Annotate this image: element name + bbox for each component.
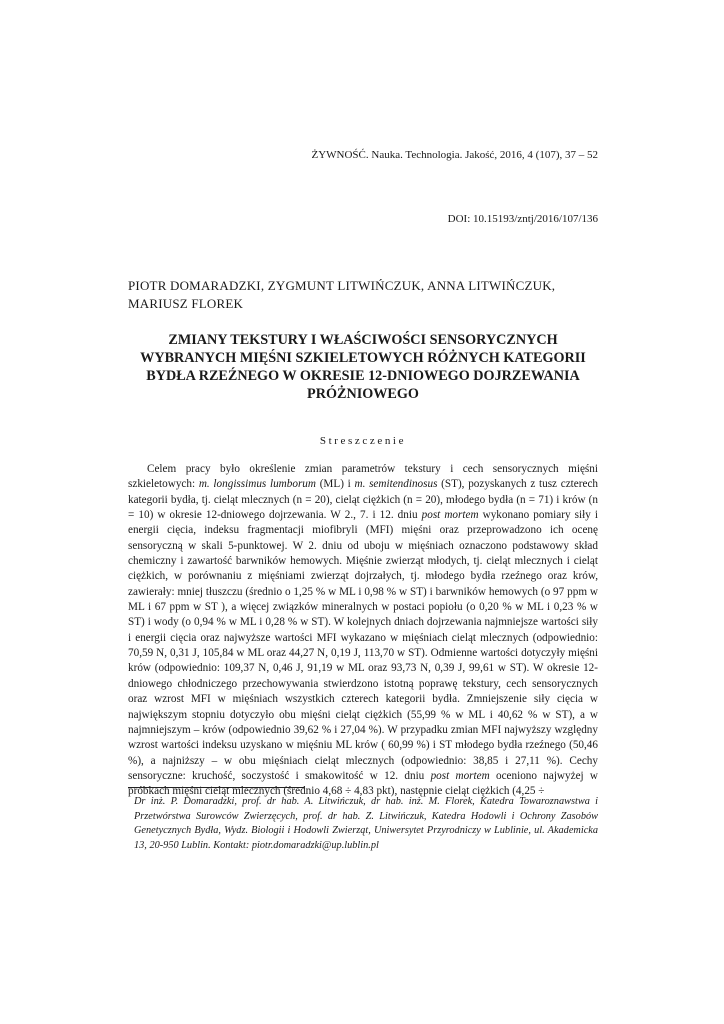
abstract-body xyxy=(128,462,598,800)
article-title xyxy=(128,331,598,403)
abstract-text: Celem pracy było określenie zmian parametrów tekstury i cech sensorycznych mięśni szkieletowych: xyxy=(128,463,598,491)
post-mortem-term: post mortem xyxy=(421,509,479,522)
abstract-text: (ML) i xyxy=(315,478,355,491)
abstract-text: oceniono najwyżej w próbkach mięśni cieląt mlecznych (średnio 4,68 ÷ 4,83 pkt), następnie cieląt ciężkich (4,25 ÷ xyxy=(128,769,599,798)
journal-citation: ŻYWNOŚĆ. Nauka. Technologia. Jakość, 2016, 4 (107), 37 – 52 xyxy=(311,149,598,161)
title-line: ZMIANY TEKSTURY I WŁAŚCIWOŚCI SENSORYCZNYCH xyxy=(168,332,558,348)
muscle-name-ml: m. longissimus lumborum xyxy=(198,478,316,491)
abstract-text: wykonano pomiary siły i energii cięcia, indeksu fragmentacji miofibryli (MFI) mięśni oraz przeprowadzono ich ocenę sensoryczną w skali 5-punktowej. W 2. dniu od uboju w mięśniach oznaczono podstawowy skład chemiczny i zawartość barwników hemowych. Mięśnie zwierząt młodych, tj. cieląt mlecznych i cieląt ciężkich, w porównaniu z mięśniami zwierząt dojrzałych, tj. młodego bydła rzeźnego oraz krów, zawierały: mniej tłuszczu (średnio o 1,25 % w ML i 0,98 % w ST) i barwników hemowych (o 97 ppm w ML i 67 ppm w ST ), a więcej związków mineralnych w postaci popiołu (o 0,20 % w ML i 0,23 % w ST) i wody (o 0,94 % w ML i 0,28 % w ST). W kolejnych dniach dojrzewania najmniejsze wartości siły i energii cięcia oraz najwyższe wartości MFI wykazano w mięśniach cieląt mlecznych (odpowiednio: 70,59 N, 0,31 J, 105,84 w ML oraz 44,27 N, 0,19 J, 113,70 w ST). Odmienne wartości dotyczyły mięśni krów (odpowiednio: 109,37 N, 0,46 J, 91,19 w ML oraz 93,73 N, 0,39 J, 99,61 w ST). W okresie 12-dniowego chłodniczego przechowywania stwierdzono istotną poprawę tekstury, cech sensorycznych oraz wzrost MFI w mięśniach wszystkich czterech kategorii bydła. Zmniejszenie siły cięcia w największym stopniu dotyczyło obu mięśni cieląt ciężkich (55,99 % w ML i 40,62 % w ST), a w najmniejszym – krów (odpowiednio 39,62 % i 27,04 %). W przypadku zmian MFI najwyższy względny wzrost wartości indeksu uzyskano w mięśniu ML krów ( 60,99 %) i ST młodego bydła rzeźnego (50,46 %), a najniższy – w obu mięśniach cieląt mlecznych (odpowiednio: 38,85 i 27,11 %). Cechy sensoryczne: kruchość, soczystość i smakowitość w 12. dniu xyxy=(128,509,598,782)
author-affiliations-footnote: Dr inż. P. Domaradzki, prof. dr hab. A. Litwińczuk, dr hab. inż. M. Florek, Katedra Towaroznawstwa i Przetwórstwa Surowców Zwierzęcych, prof. dr hab. Z. Litwińczuk, Katedra Hodowli i Ochrony Zasobów Genetycznych Bydła, Wydz. Biologii i Hodowli Zwierząt, Uniwersytet Przyrodniczy w Lublinie, ul. Akademicka 13, 20-950 Lublin. Kontakt: piotr.domaradzki@up.lublin.pl xyxy=(134,796,598,851)
title-line: PRÓŻNIOWEGO xyxy=(307,386,419,402)
title-line: WYBRANYCH MIĘŚNI SZKIELETOWYCH RÓŻNYCH KATEGORII xyxy=(140,350,586,366)
authors xyxy=(128,277,598,313)
authors-line: PIOTR DOMARADZKI, ZYGMUNT LITWIŃCZUK, ANNA LITWIŃCZUK, xyxy=(128,278,556,293)
muscle-name-st: m. semitendinosus xyxy=(354,478,438,491)
post-mortem-term: post mortem xyxy=(430,769,490,782)
abstract-heading: Streszczenie xyxy=(319,435,407,447)
footnote-divider xyxy=(128,787,304,788)
doi: DOI: 10.15193/zntj/2016/107/136 xyxy=(447,213,598,225)
title-line: BYDŁA RZEŹNEGO W OKRESIE 12-DNIOWEGO DOJRZEWANIA xyxy=(146,368,580,384)
authors-line: MARIUSZ FLOREK xyxy=(128,296,244,311)
abstract-text: (ST), pozyskanych z tusz czterech kategorii bydła, tj. cieląt mlecznych (n = 20), cieląt ciężkich (n = 20), młodego bydła (n = 71) i krów (n = 10) w okresie 12-dniowego dojrzewania. W 2., 7. i 12. dniu xyxy=(128,478,598,522)
